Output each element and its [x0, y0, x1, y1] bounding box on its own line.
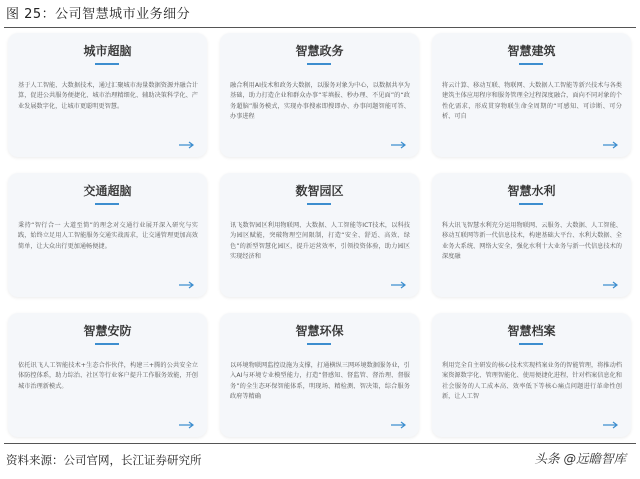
arrow-right-icon[interactable] [179, 281, 195, 289]
title-underline [95, 203, 119, 205]
arrow-right-icon[interactable] [603, 421, 619, 429]
title-underline [519, 343, 543, 345]
card-grid [8, 33, 632, 437]
card-title: 智慧建筑 [507, 44, 556, 58]
card-title: 智慧环保 [295, 324, 344, 338]
card-smart-government[interactable] [220, 33, 419, 157]
card-description: 融合利用AI技术和政务大数据，以服务对象为中心，以数据共享为基础，助力打造企业和群众办事“零填报、秒办理、不见面”的“政务超脑”服务模式，实现办事搜索即搜即办、办事问题智能可答、办事进程 [230, 82, 410, 121]
card-traffic-brain[interactable] [8, 173, 207, 297]
arrow-right-icon[interactable] [179, 421, 195, 429]
card-smart-archive[interactable] [432, 313, 631, 437]
card-smart-water[interactable] [432, 173, 631, 297]
card-description: 基于人工智能、大数据技术，通过汇聚城市海量数据资源并融合计算，促进公共服务便捷化、城市治理精细化、辅助决策科学化、产业发展数字化，让城市更聪明更智慧。 [18, 82, 198, 110]
title-underline [95, 343, 119, 345]
card-description: 依托讯飞人工智能技术+生态合作伙伴，构建三+腾的公共安全立体防控体系，助力综治、社区等行业客户提升工作服务效能，开创城市治理新模式。 [18, 362, 198, 390]
title-underline [307, 343, 331, 345]
card-title: 智慧水利 [507, 184, 556, 198]
card-title: 城市超脑 [83, 44, 132, 58]
card-description: 讯飞数智园区利用物联网、大数据、人工智能等ICT技术，以科技为园区赋能，突破物理空间限制，打造“安全、舒适、高效、绿色”的新型智慧化园区，提升运营效率，引领投资体验，助力园区实现经济和 [230, 222, 410, 261]
card-description: 科大讯飞智慧水利充分运用物联网、云服务、大数据、人工智能、移动互联网等新一代信息技术，构建基础大平台、水利大数据、全业务大系统、网络大安全，强化水利十大业务与新一代信息技术的深度融 [442, 222, 622, 261]
title-underline [519, 203, 543, 205]
figure-source: 资料来源：公司官网，长江证券研究所 [6, 453, 202, 467]
watermark: 头条 @远瞻智库 [534, 451, 626, 466]
card-description: 秉持“智行合一 大道至简”的理念对交通行业展开深入研究与实践，始终立足用人工智能服务交通实战需求，让交通管理更加高效简单，让大众出行更加通畅便捷。 [18, 222, 198, 250]
arrow-right-icon[interactable] [391, 421, 407, 429]
card-title: 智慧安防 [83, 324, 132, 338]
card-smart-environment[interactable] [220, 313, 419, 437]
arrow-right-icon[interactable] [603, 141, 619, 149]
card-smart-building[interactable] [432, 33, 631, 157]
card-description: 利用完全自主研发的核心技术实现档案业务的智能管理，将推动档案资源数字化、管理智能化、使用便捷化进程，针对档案信息化和社会服务的人工成本高、效率低下等核心痛点问题进行革命性创新，让人工智 [442, 362, 622, 401]
title-underline [519, 63, 543, 65]
figure-title: 图 25：公司智慧城市业务细分 [6, 7, 191, 22]
card-title: 交通超脑 [83, 184, 132, 198]
arrow-right-icon[interactable] [603, 281, 619, 289]
arrow-right-icon[interactable] [391, 141, 407, 149]
title-underline [307, 203, 331, 205]
top-divider [4, 27, 636, 28]
card-title: 智慧档案 [507, 324, 556, 338]
card-title: 数智园区 [295, 184, 344, 198]
card-title: 智慧政务 [295, 44, 344, 58]
card-city-brain[interactable] [8, 33, 207, 157]
arrow-right-icon[interactable] [391, 281, 407, 289]
title-underline [95, 63, 119, 65]
card-description: 以环境物联网监控设施为支撑，打通横纵三网环境数据服务业，引入AI与环境专业模型能力，打造“督感知、督监管、督治理、督服务”的全生态环保智能体系，明现场、精检测、智决策，综合服务政府等精确 [230, 362, 410, 401]
title-underline [307, 63, 331, 65]
card-smart-security[interactable] [8, 313, 207, 437]
arrow-right-icon[interactable] [179, 141, 195, 149]
card-smart-park[interactable] [220, 173, 419, 297]
card-description: 将云计算、移动互联、物联网、大数据人工智能等新兴技术与各类建筑主体应用程序和服务管理全过程深度融合，面向不同对象的个性化需求，形成贯穿物联生命全周期的“可感知、可诊断、可分析、可自 [442, 82, 622, 121]
bottom-divider [4, 443, 636, 444]
